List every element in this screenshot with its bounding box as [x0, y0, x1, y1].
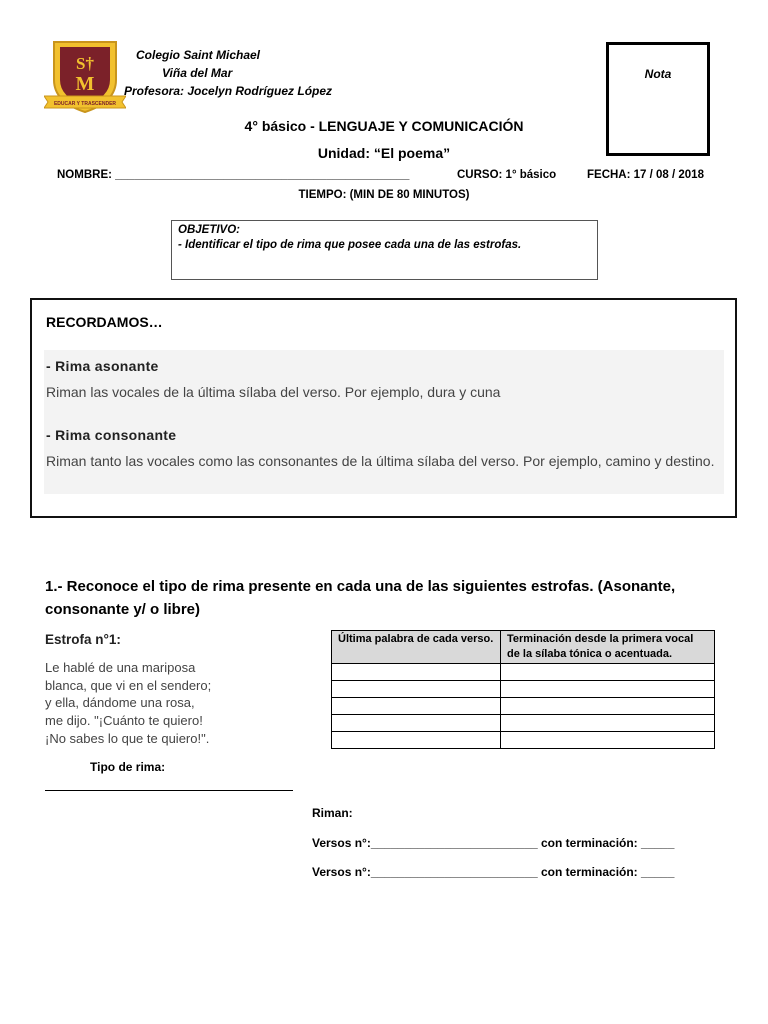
- school-name: Colegio Saint Michael: [136, 48, 261, 62]
- reminder-box: [30, 298, 737, 518]
- rhyme-type-label: Tipo de rima:: [90, 760, 166, 774]
- answer-cell[interactable]: [501, 698, 715, 715]
- objective-box: [171, 220, 598, 280]
- school-city: Viña del Mar: [162, 66, 233, 80]
- answer-cell[interactable]: [332, 698, 501, 715]
- answer-cell[interactable]: [501, 715, 715, 732]
- answer-cell[interactable]: [332, 664, 501, 681]
- estrofa-heading: Estrofa n°1:: [45, 632, 121, 647]
- svg-text:M: M: [75, 73, 95, 95]
- answer-cell[interactable]: [332, 681, 501, 698]
- teacher-name: Profesora: Jocelyn Rodríguez López: [124, 84, 333, 98]
- rhyme-type-answer-line[interactable]: [45, 790, 293, 791]
- poem-line: blanca, que vi en el sendero;: [45, 677, 212, 693]
- svg-text:S†: S†: [76, 54, 94, 73]
- rima-consonante-heading: - Rima consonante: [46, 427, 177, 443]
- unit-title: Unidad: “El poema”: [317, 145, 451, 161]
- grade-box-label: Nota: [644, 67, 672, 81]
- worksheet-title: 4° básico - LENGUAJE Y COMUNICACIÓN: [244, 118, 524, 134]
- objective-label: OBJETIVO:: [178, 224, 240, 236]
- answer-cell[interactable]: [501, 732, 715, 749]
- poem-line: y ella, dándome una rosa,: [45, 695, 195, 711]
- table-row: [332, 732, 715, 749]
- curso-label: CURSO: 1° básico: [457, 169, 557, 181]
- poem-line: ¡No sabes lo que te quiero!".: [45, 730, 210, 746]
- rima-asonante-text: Riman las vocales de la última sílaba del verso. Por ejemplo, dura y cuna: [46, 384, 501, 400]
- answer-cell[interactable]: [332, 732, 501, 749]
- versos-line-2[interactable]: Versos n°:_________________________ con terminación: _____: [312, 865, 675, 879]
- riman-label: Riman:: [312, 806, 353, 820]
- svg-text:EDUCAR Y TRASCENDER: EDUCAR Y TRASCENDER: [53, 101, 117, 107]
- question-1: 1.- Reconoce el tipo de rima presente en cada una de las siguientes estrofas. (Asonante, consonante y/ o libre): [45, 578, 676, 618]
- table-row: [332, 681, 715, 698]
- table-row: [332, 664, 715, 681]
- answer-cell[interactable]: [332, 715, 501, 732]
- school-info: [124, 46, 354, 100]
- time-label: TIEMPO: (MIN DE 80 MINUTOS): [298, 189, 470, 201]
- nombre-field[interactable]: NOMBRE: ______________________________________________: [57, 169, 410, 181]
- answer-cell[interactable]: [501, 664, 715, 681]
- versos-line-1[interactable]: Versos n°:_________________________ con terminación: _____: [312, 836, 675, 850]
- rima-asonante-heading: - Rima asonante: [46, 358, 159, 374]
- answer-cell[interactable]: [501, 681, 715, 698]
- poem-line: Le hablé de una mariposa: [45, 660, 196, 675]
- objective-text: - Identificar el tipo de rima que posee cada una de las estrofas.: [178, 239, 522, 251]
- reminder-title: RECORDAMOS…: [46, 314, 163, 330]
- school-logo: [44, 40, 126, 116]
- grade-box: [606, 42, 710, 156]
- table-row: [332, 698, 715, 715]
- poem-line: me dijo. "¡Cuánto te quiero!: [45, 713, 203, 729]
- poem-stanza: [45, 659, 211, 748]
- table-header-termination: Terminación desde la primera vocal de la sílaba tónica o acentuada.: [501, 631, 715, 664]
- rhyme-table: [331, 630, 715, 749]
- fecha-label: FECHA: 17 / 08 / 2018: [587, 169, 704, 181]
- table-row: [332, 715, 715, 732]
- rima-consonante-text: Riman tanto las vocales como las consonantes de la última sílaba del verso. Por ejemplo, camino y destino.: [46, 453, 715, 469]
- table-header-last-word: Última palabra de cada verso.: [332, 631, 501, 664]
- reminder-panel: [44, 350, 724, 494]
